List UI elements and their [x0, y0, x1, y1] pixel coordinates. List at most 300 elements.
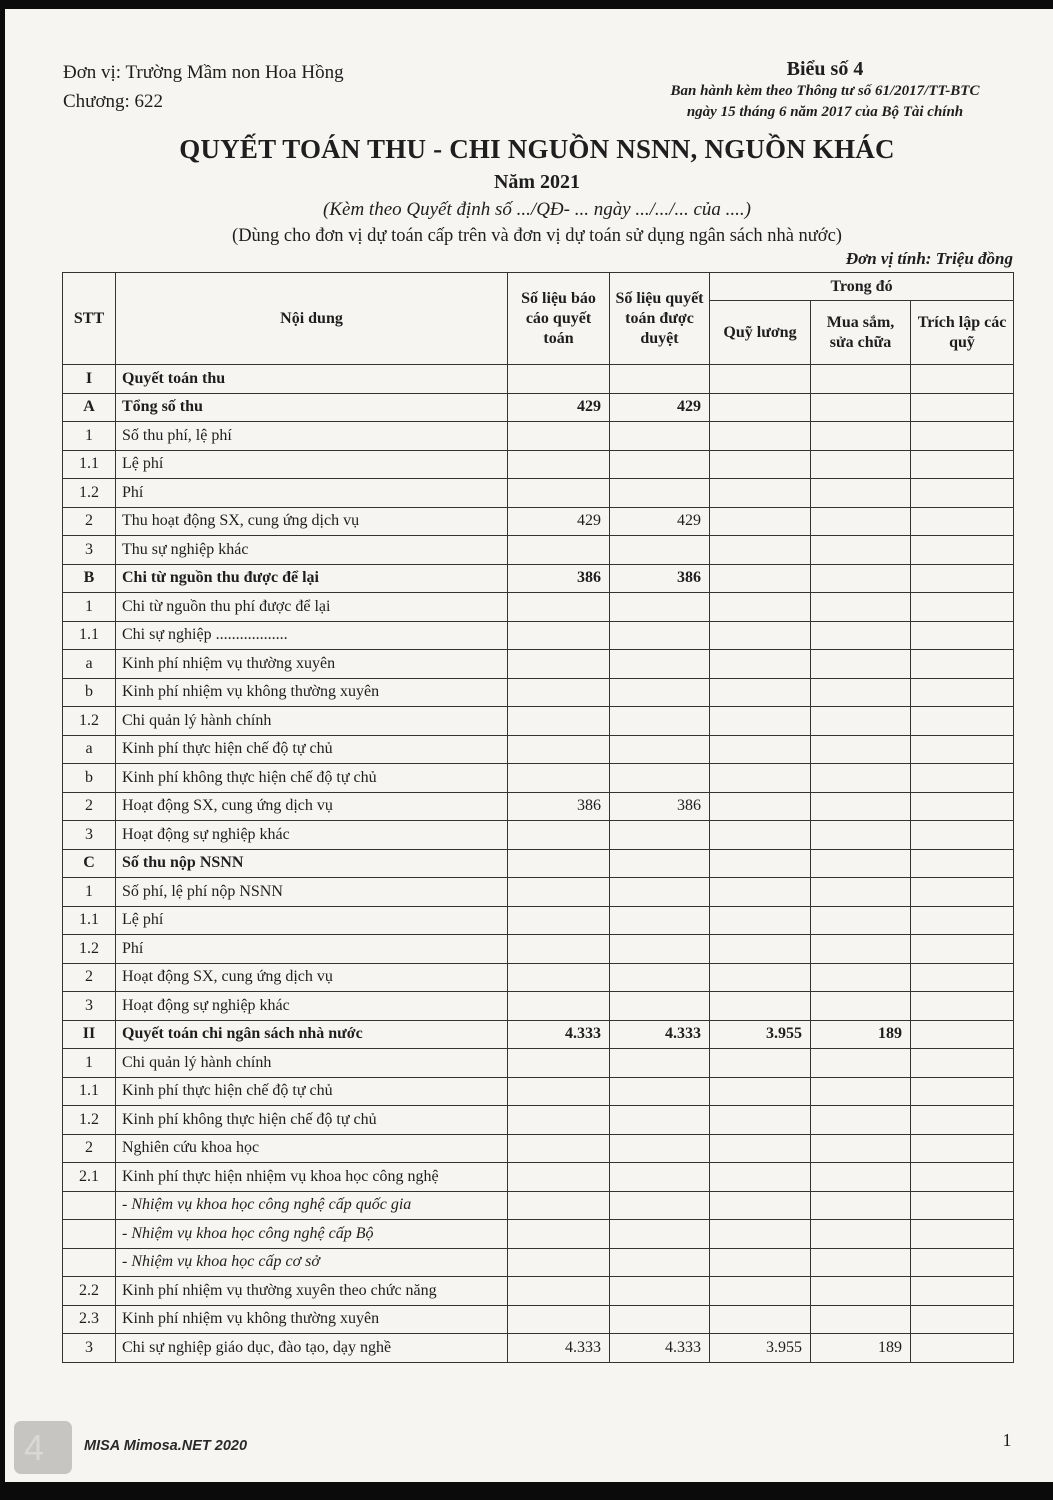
cell-report-figure [508, 365, 610, 394]
page-badge-number: 4 [24, 1426, 45, 1468]
row-stt: 1.1 [63, 621, 116, 650]
cell-procurement-repair [811, 1077, 911, 1106]
cell-procurement-repair [811, 764, 911, 793]
issued-line-1: Ban hành kèm theo Thông tư số 61/2017/TT-BTC [670, 83, 980, 99]
cell-approved-figure: 429 [610, 393, 710, 422]
cell-report-figure [508, 735, 610, 764]
cell-procurement-repair [811, 707, 911, 736]
cell-report-figure: 4.333 [508, 1020, 610, 1049]
row-stt: II [63, 1020, 116, 1049]
page-badge [14, 1421, 72, 1474]
row-stt: 1 [63, 422, 116, 451]
table-row [63, 1106, 1014, 1135]
row-label: Hoạt động SX, cung ứng dịch vụ [116, 963, 508, 992]
form-number: Biểu số 4 [786, 58, 864, 80]
cell-fund-allocation [911, 764, 1014, 793]
cell-approved-figure [610, 1305, 710, 1334]
col-header-approved: Số liệu quyết toán được duyệt [610, 273, 710, 365]
cell-salary-fund [710, 821, 811, 850]
row-stt: 2 [63, 963, 116, 992]
cell-report-figure [508, 1077, 610, 1106]
cell-procurement-repair [811, 593, 911, 622]
cell-salary-fund [710, 1049, 811, 1078]
cell-fund-allocation [911, 678, 1014, 707]
cell-approved-figure [610, 1277, 710, 1306]
scan-edge-bottom [0, 1482, 1053, 1500]
col-header-noi-dung: Nội dung [116, 273, 508, 365]
cell-procurement-repair: 189 [811, 1334, 911, 1363]
table-row [63, 1077, 1014, 1106]
page-title: QUYẾT TOÁN THU - CHI NGUỒN NSNN, NGUỒN KHÁC [179, 134, 895, 164]
cell-fund-allocation [911, 564, 1014, 593]
row-label: - Nhiệm vụ khoa học công nghệ cấp Bộ [116, 1220, 508, 1249]
cell-fund-allocation [911, 906, 1014, 935]
cell-salary-fund [710, 1305, 811, 1334]
cell-fund-allocation [911, 1020, 1014, 1049]
table-row [63, 935, 1014, 964]
cell-fund-allocation [911, 1163, 1014, 1192]
cell-report-figure [508, 935, 610, 964]
cell-salary-fund [710, 536, 811, 565]
cell-procurement-repair [811, 479, 911, 508]
cell-salary-fund [710, 935, 811, 964]
table-row [63, 1277, 1014, 1306]
cell-procurement-repair [811, 878, 911, 907]
row-label: Kinh phí thực hiện chế độ tự chủ [116, 735, 508, 764]
cell-approved-figure [610, 849, 710, 878]
table-row [63, 1191, 1014, 1220]
cell-salary-fund [710, 1248, 811, 1277]
cell-procurement-repair [811, 935, 911, 964]
cell-procurement-repair [811, 1106, 911, 1135]
table-row [63, 992, 1014, 1021]
row-label: Kinh phí thực hiện chế độ tự chủ [116, 1077, 508, 1106]
cell-salary-fund: 3.955 [710, 1020, 811, 1049]
row-stt: C [63, 849, 116, 878]
row-label: Kinh phí nhiệm vụ không thường xuyên [116, 678, 508, 707]
cell-procurement-repair [811, 1305, 911, 1334]
cell-salary-fund [710, 564, 811, 593]
cell-fund-allocation [911, 1134, 1014, 1163]
footer-app-name: MISA Mimosa.NET 2020 [84, 1438, 248, 1454]
row-stt: b [63, 764, 116, 793]
row-stt [63, 1248, 116, 1277]
table-row [63, 564, 1014, 593]
row-label: Kinh phí không thực hiện chế độ tự chủ [116, 764, 508, 793]
cell-salary-fund [710, 1220, 811, 1249]
row-label: Số phí, lệ phí nộp NSNN [116, 878, 508, 907]
cell-procurement-repair [811, 650, 911, 679]
row-label: - Nhiệm vụ khoa học công nghệ cấp quốc gia [116, 1191, 508, 1220]
unit-label: Đơn vị: Trường Mầm non Hoa Hồng [63, 62, 344, 83]
col-header-funds: Trích lập các quỹ [911, 301, 1014, 365]
cell-approved-figure [610, 678, 710, 707]
cell-procurement-repair [811, 906, 911, 935]
cell-procurement-repair [811, 365, 911, 394]
cell-procurement-repair [811, 1163, 911, 1192]
cell-fund-allocation [911, 479, 1014, 508]
row-stt: I [63, 365, 116, 394]
table-row [63, 1049, 1014, 1078]
row-label: Chi quản lý hành chính [116, 1049, 508, 1078]
cell-report-figure: 429 [508, 393, 610, 422]
table-row [63, 621, 1014, 650]
table-row [63, 593, 1014, 622]
cell-report-figure [508, 1220, 610, 1249]
cell-procurement-repair [811, 393, 911, 422]
cell-salary-fund [710, 735, 811, 764]
row-stt: A [63, 393, 116, 422]
footer-page-number: 1 [1002, 1430, 1012, 1450]
cell-salary-fund [710, 650, 811, 679]
cell-approved-figure [610, 1163, 710, 1192]
cell-report-figure [508, 678, 610, 707]
row-stt: 2 [63, 507, 116, 536]
cell-report-figure [508, 1191, 610, 1220]
cell-salary-fund [710, 1191, 811, 1220]
table-row [63, 1248, 1014, 1277]
row-stt: 2.2 [63, 1277, 116, 1306]
cell-approved-figure: 386 [610, 792, 710, 821]
row-label: Kinh phí nhiệm vụ không thường xuyên [116, 1305, 508, 1334]
row-stt: 1.1 [63, 450, 116, 479]
cell-report-figure [508, 1049, 610, 1078]
cell-report-figure [508, 1248, 610, 1277]
cell-approved-figure [610, 621, 710, 650]
cell-fund-allocation [911, 849, 1014, 878]
cell-fund-allocation [911, 422, 1014, 451]
row-stt: 3 [63, 992, 116, 1021]
cell-fund-allocation [911, 393, 1014, 422]
row-stt: 2.3 [63, 1305, 116, 1334]
cell-approved-figure [610, 536, 710, 565]
cell-approved-figure [610, 365, 710, 394]
cell-approved-figure [610, 593, 710, 622]
cell-procurement-repair [811, 621, 911, 650]
cell-report-figure [508, 992, 610, 1021]
cell-procurement-repair [811, 1191, 911, 1220]
cell-report-figure [508, 1163, 610, 1192]
header-left [63, 58, 344, 116]
table-row [63, 963, 1014, 992]
row-stt: 2 [63, 1134, 116, 1163]
row-label: Số thu phí, lệ phí [116, 422, 508, 451]
row-stt: 3 [63, 536, 116, 565]
col-header-report: Số liệu báo cáo quyết toán [508, 273, 610, 365]
row-label: Kinh phí không thực hiện chế độ tự chủ [116, 1106, 508, 1135]
table-row [63, 821, 1014, 850]
cell-salary-fund [710, 849, 811, 878]
cell-procurement-repair [811, 678, 911, 707]
cell-salary-fund [710, 992, 811, 1021]
row-label: Chi từ nguồn thu phí được để lại [116, 593, 508, 622]
cell-fund-allocation [911, 1049, 1014, 1078]
table-row [63, 878, 1014, 907]
table-row [63, 1334, 1014, 1363]
row-label: Tổng số thu [116, 393, 508, 422]
cell-approved-figure [610, 735, 710, 764]
cell-procurement-repair [811, 735, 911, 764]
row-label: Chi sự nghiệp giáo dục, đào tạo, dạy nghề [116, 1334, 508, 1363]
cell-approved-figure [610, 1220, 710, 1249]
row-stt: 1.1 [63, 1077, 116, 1106]
table-row [63, 507, 1014, 536]
cell-report-figure [508, 906, 610, 935]
col-header-stt: STT [63, 273, 116, 365]
cell-salary-fund [710, 593, 811, 622]
cell-report-figure [508, 422, 610, 451]
cell-approved-figure [610, 1191, 710, 1220]
cell-report-figure [508, 650, 610, 679]
row-label: Thu sự nghiệp khác [116, 536, 508, 565]
usage-note: (Dùng cho đơn vị dự toán cấp trên và đơn vị dự toán sử dụng ngân sách nhà nước) [232, 226, 842, 246]
cell-approved-figure [610, 906, 710, 935]
cell-approved-figure: 4.333 [610, 1020, 710, 1049]
cell-approved-figure [610, 1134, 710, 1163]
cell-approved-figure [610, 821, 710, 850]
cell-fund-allocation [911, 365, 1014, 394]
row-stt: 3 [63, 1334, 116, 1363]
table-row [63, 707, 1014, 736]
cell-fund-allocation [911, 450, 1014, 479]
table-row [63, 678, 1014, 707]
cell-fund-allocation [911, 1220, 1014, 1249]
cell-procurement-repair [811, 536, 911, 565]
cell-report-figure [508, 764, 610, 793]
row-label: Nghiên cứu khoa học [116, 1134, 508, 1163]
cell-procurement-repair [811, 422, 911, 451]
row-stt: 1 [63, 593, 116, 622]
cell-approved-figure [610, 878, 710, 907]
cell-approved-figure [610, 764, 710, 793]
cell-report-figure: 4.333 [508, 1334, 610, 1363]
table-row [63, 450, 1014, 479]
row-stt: 2 [63, 792, 116, 821]
cell-fund-allocation [911, 878, 1014, 907]
cell-procurement-repair [811, 1248, 911, 1277]
unit-of-measure: Đơn vị tính: Triệu đồng [845, 249, 1013, 268]
col-header-trong-do: Trong đó [710, 273, 1014, 301]
cell-salary-fund [710, 1277, 811, 1306]
cell-report-figure [508, 849, 610, 878]
cell-salary-fund [710, 479, 811, 508]
cell-salary-fund [710, 507, 811, 536]
cell-approved-figure [610, 450, 710, 479]
row-stt: 1.1 [63, 906, 116, 935]
cell-salary-fund [710, 365, 811, 394]
cell-approved-figure [610, 1106, 710, 1135]
cell-report-figure [508, 1106, 610, 1135]
cell-fund-allocation [911, 963, 1014, 992]
row-label: Lệ phí [116, 906, 508, 935]
row-stt: 1 [63, 878, 116, 907]
cell-fund-allocation [911, 507, 1014, 536]
row-label: Chi quản lý hành chính [116, 707, 508, 736]
row-stt [63, 1191, 116, 1220]
table-row [63, 1020, 1014, 1049]
table-row [63, 906, 1014, 935]
cell-fund-allocation [911, 1248, 1014, 1277]
row-label: Chi sự nghiệp .................. [116, 621, 508, 650]
cell-procurement-repair [811, 792, 911, 821]
cell-report-figure [508, 1134, 610, 1163]
cell-salary-fund [710, 393, 811, 422]
cell-salary-fund [710, 878, 811, 907]
table-row [63, 849, 1014, 878]
cell-procurement-repair [811, 564, 911, 593]
issued-line-2: ngày 15 tháng 6 năm 2017 của Bộ Tài chính [686, 104, 964, 120]
cell-procurement-repair [811, 821, 911, 850]
cell-fund-allocation [911, 621, 1014, 650]
cell-report-figure [508, 878, 610, 907]
cell-approved-figure [610, 479, 710, 508]
settlement-table [62, 272, 1014, 1363]
table-row [63, 792, 1014, 821]
cell-salary-fund [710, 678, 811, 707]
cell-fund-allocation [911, 1191, 1014, 1220]
table-row [63, 479, 1014, 508]
row-stt: 1.2 [63, 935, 116, 964]
row-label: Số thu nộp NSNN [116, 849, 508, 878]
cell-salary-fund [710, 422, 811, 451]
cell-procurement-repair [811, 1277, 911, 1306]
cell-procurement-repair [811, 849, 911, 878]
row-label: Phí [116, 935, 508, 964]
cell-report-figure [508, 1305, 610, 1334]
table-row [63, 1305, 1014, 1334]
cell-salary-fund [710, 1163, 811, 1192]
row-stt: 1.2 [63, 1106, 116, 1135]
cell-procurement-repair [811, 1220, 911, 1249]
cell-report-figure: 429 [508, 507, 610, 536]
row-stt: b [63, 678, 116, 707]
row-label: Lệ phí [116, 450, 508, 479]
row-label: Hoạt động sự nghiệp khác [116, 821, 508, 850]
cell-report-figure [508, 1277, 610, 1306]
cell-salary-fund [710, 906, 811, 935]
cell-report-figure: 386 [508, 792, 610, 821]
cell-salary-fund [710, 1106, 811, 1135]
row-label: Kinh phí nhiệm vụ thường xuyên [116, 650, 508, 679]
cell-fund-allocation [911, 707, 1014, 736]
cell-approved-figure [610, 992, 710, 1021]
row-label: Hoạt động SX, cung ứng dịch vụ [116, 792, 508, 821]
row-label: Quyết toán chi ngân sách nhà nước [116, 1020, 508, 1049]
col-header-procurement: Mua sắm, sửa chữa [811, 301, 911, 365]
table-row [63, 393, 1014, 422]
cell-report-figure [508, 707, 610, 736]
report-year: Năm 2021 [493, 171, 581, 193]
cell-salary-fund [710, 450, 811, 479]
col-header-salary: Quỹ lương [710, 301, 811, 365]
cell-report-figure [508, 593, 610, 622]
cell-approved-figure: 386 [610, 564, 710, 593]
cell-fund-allocation [911, 821, 1014, 850]
cell-fund-allocation [911, 735, 1014, 764]
cell-fund-allocation [911, 593, 1014, 622]
cell-procurement-repair [811, 1134, 911, 1163]
cell-fund-allocation [911, 536, 1014, 565]
cell-fund-allocation [911, 1106, 1014, 1135]
cell-fund-allocation [911, 935, 1014, 964]
cell-procurement-repair [811, 963, 911, 992]
scan-edge-top [0, 0, 1053, 9]
cell-approved-figure [610, 422, 710, 451]
row-label: Kinh phí nhiệm vụ thường xuyên theo chức năng [116, 1277, 508, 1306]
cell-report-figure: 386 [508, 564, 610, 593]
cell-report-figure [508, 536, 610, 565]
table-row [63, 422, 1014, 451]
row-label: Phí [116, 479, 508, 508]
row-label: Thu hoạt động SX, cung ứng dịch vụ [116, 507, 508, 536]
cell-salary-fund [710, 764, 811, 793]
row-label: Kinh phí thực hiện nhiệm vụ khoa học công nghệ [116, 1163, 508, 1192]
cell-fund-allocation [911, 992, 1014, 1021]
table-row [63, 735, 1014, 764]
header-right [630, 57, 1020, 123]
table-row [63, 536, 1014, 565]
row-stt: 1 [63, 1049, 116, 1078]
cell-salary-fund [710, 1077, 811, 1106]
table-row [63, 1220, 1014, 1249]
cell-procurement-repair [811, 450, 911, 479]
table-row [63, 365, 1014, 394]
row-stt: a [63, 650, 116, 679]
cell-fund-allocation [911, 650, 1014, 679]
row-stt: 1.2 [63, 707, 116, 736]
row-label: - Nhiệm vụ khoa học cấp cơ sở [116, 1248, 508, 1277]
row-label: Chi từ nguồn thu được để lại [116, 564, 508, 593]
cell-approved-figure: 429 [610, 507, 710, 536]
cell-report-figure [508, 963, 610, 992]
cell-report-figure [508, 621, 610, 650]
cell-report-figure [508, 821, 610, 850]
cell-procurement-repair: 189 [811, 1020, 911, 1049]
cell-report-figure [508, 479, 610, 508]
row-stt: B [63, 564, 116, 593]
cell-procurement-repair [811, 992, 911, 1021]
cell-salary-fund [710, 792, 811, 821]
cell-fund-allocation [911, 1305, 1014, 1334]
cell-procurement-repair [811, 507, 911, 536]
cell-salary-fund [710, 1134, 811, 1163]
cell-approved-figure [610, 1077, 710, 1106]
row-stt: 1.2 [63, 479, 116, 508]
row-stt [63, 1220, 116, 1249]
cell-salary-fund [710, 963, 811, 992]
cell-approved-figure [610, 1248, 710, 1277]
row-stt: 2.1 [63, 1163, 116, 1192]
cell-report-figure [508, 450, 610, 479]
cell-approved-figure: 4.333 [610, 1334, 710, 1363]
cell-fund-allocation [911, 1334, 1014, 1363]
attachment-note: (Kèm theo Quyết định số .../QĐ- ... ngày .../.../... của ....) [323, 199, 751, 220]
cell-approved-figure [610, 963, 710, 992]
cell-salary-fund [710, 621, 811, 650]
cell-procurement-repair [811, 1049, 911, 1078]
cell-fund-allocation [911, 1277, 1014, 1306]
cell-approved-figure [610, 650, 710, 679]
row-stt: 3 [63, 821, 116, 850]
cell-approved-figure [610, 707, 710, 736]
cell-approved-figure [610, 1049, 710, 1078]
table-row [63, 764, 1014, 793]
scan-edge-left [0, 0, 5, 1500]
row-label: Hoạt động sự nghiệp khác [116, 992, 508, 1021]
table-row [63, 1163, 1014, 1192]
chapter-label: Chương: 622 [63, 91, 164, 112]
cell-fund-allocation [911, 1077, 1014, 1106]
